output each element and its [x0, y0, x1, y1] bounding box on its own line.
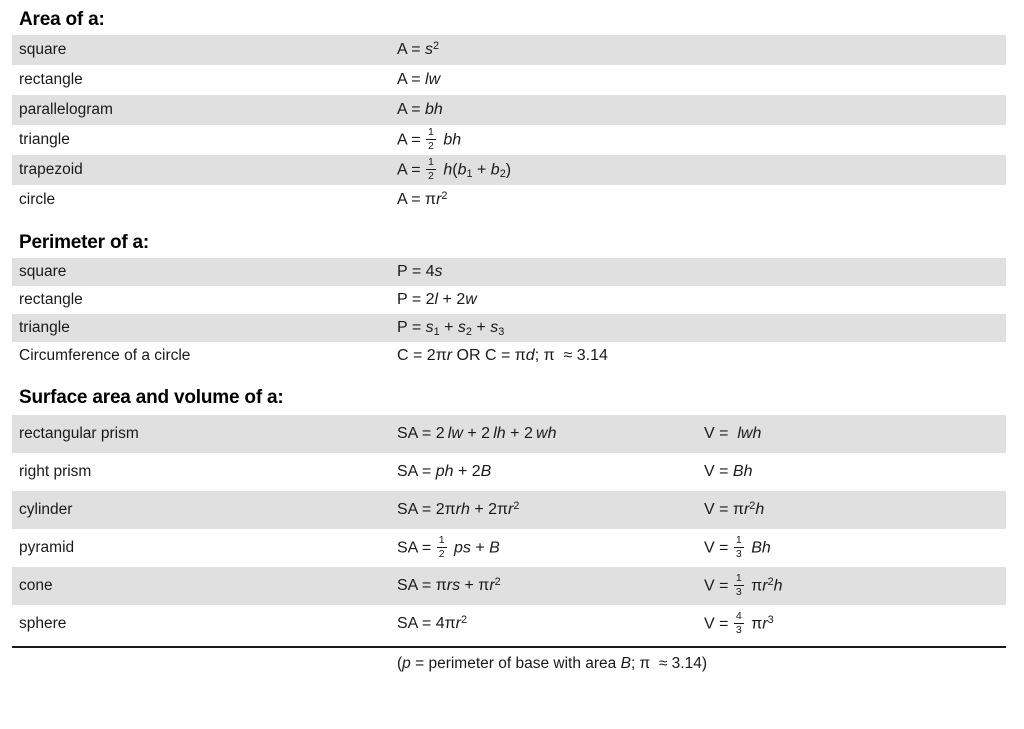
formula-sa-rectangular-prism: SA = 2 lw + 2 lh + 2 wh	[397, 425, 557, 443]
table-row	[12, 567, 1006, 605]
fraction-one-half: $\frac{1}{2}$	[428, 126, 434, 152]
formula-sa-cone: SA = $\pi rs + \pi r^2$	[397, 575, 501, 595]
shape-label: trapezoid	[19, 161, 83, 179]
shape-label: parallelogram	[19, 101, 113, 119]
formula-perimeter-triangle: $P = s_1 + s_2 + s_3$	[397, 319, 505, 339]
shape-label: square	[19, 41, 67, 59]
section-area	[12, 9, 1006, 215]
fraction-one-half: $\frac{1}{2}$	[438, 534, 445, 560]
shape-label: sphere	[19, 615, 67, 633]
section-title-perimeter: Perimeter of a:	[19, 232, 150, 253]
formula-volume-right-prism: V = Bh	[704, 463, 753, 481]
table-row	[12, 314, 1006, 342]
table-row	[12, 342, 1006, 370]
fraction-one-third: $\frac{1}{3}$	[735, 572, 742, 598]
table-row	[12, 35, 1006, 65]
table-row	[12, 286, 1006, 314]
table-row	[12, 415, 1006, 453]
formula-sa-right-prism: SA = ph + 2B	[397, 463, 492, 481]
table-row	[12, 453, 1006, 491]
footnote-variable-key: (p = perimeter of base with area B; π ≈ 3.14)	[397, 655, 707, 672]
formula-volume-cylinder: $V = \pi r^2h$	[704, 499, 765, 519]
formula-volume-pyramid: V = $\frac{1}{3}$ Bh	[704, 534, 771, 560]
shape-label: rectangular prism	[19, 425, 139, 443]
table-row	[12, 185, 1006, 215]
shape-label: triangle	[19, 131, 70, 149]
formula-sa-pyramid: SA = $\frac{1}{2}$ ps + B	[397, 534, 500, 560]
table-row	[12, 65, 1006, 95]
perimeter-row-group	[12, 258, 1006, 370]
formula-area-trapezoid: A = $\frac{1}{2}$ $h(b_1 + b_2)$	[397, 156, 512, 182]
section-perimeter	[12, 232, 1006, 370]
formula-circumference-circle: C = 2πr OR C = πd; π ≈ 3.14	[397, 347, 608, 365]
formula-perimeter-rectangle: P = 2l + 2w	[397, 291, 477, 309]
formula-sa-cylinder: SA = $2\pi rh + 2\pi r^2$	[397, 499, 520, 519]
formula-reference-sheet	[0, 9, 1024, 729]
shape-label: Circumference of a circle	[19, 347, 191, 365]
formula-volume-cone: V = $\frac{1}{3}$ $\pi r^2h$	[704, 572, 783, 598]
shape-label: cylinder	[19, 501, 73, 519]
shape-label: square	[19, 263, 67, 281]
formula-area-square: $A = s^2$	[397, 39, 440, 59]
table-row	[12, 605, 1006, 643]
formula-area-circle: $A = \pi r^2$	[397, 189, 448, 209]
formula-volume-sphere: V = $\frac{4}{3}$ $\pi r^3$	[704, 610, 774, 636]
solids-row-group	[12, 415, 1006, 643]
table-row	[12, 155, 1006, 185]
formula-perimeter-square: P = 4s	[397, 263, 443, 281]
fraction-one-half: $\frac{1}{2}$	[428, 156, 434, 182]
section-surface-area-volume	[12, 387, 1006, 673]
section-title-area: Area of a:	[19, 9, 105, 30]
shape-label: rectangle	[19, 291, 83, 309]
formula-area-rectangle: A = lw	[397, 71, 441, 89]
table-row	[12, 491, 1006, 529]
fraction-one-third: $\frac{1}{3}$	[735, 534, 742, 560]
formula-area-triangle: A = $\frac{1}{2}$ bh	[397, 126, 462, 152]
formula-volume-rectangular-prism: V = lwh	[704, 425, 762, 443]
table-row	[12, 258, 1006, 286]
shape-label: cone	[19, 577, 53, 595]
formula-sa-sphere: SA = $4\pi r^2$	[397, 613, 468, 633]
section-title-surface-area-volume: Surface area and volume of a:	[19, 387, 284, 408]
shape-label: rectangle	[19, 71, 83, 89]
area-row-group	[12, 35, 1006, 215]
fraction-four-thirds: $\frac{4}{3}$	[735, 610, 742, 636]
shape-label: circle	[19, 191, 56, 209]
formula-area-parallelogram: A = bh	[397, 101, 443, 119]
shape-label: right prism	[19, 463, 92, 481]
table-row	[12, 529, 1006, 567]
table-row	[12, 125, 1006, 155]
footer-divider	[12, 646, 1006, 648]
table-row	[12, 95, 1006, 125]
shape-label: pyramid	[19, 539, 75, 557]
shape-label: triangle	[19, 319, 70, 337]
